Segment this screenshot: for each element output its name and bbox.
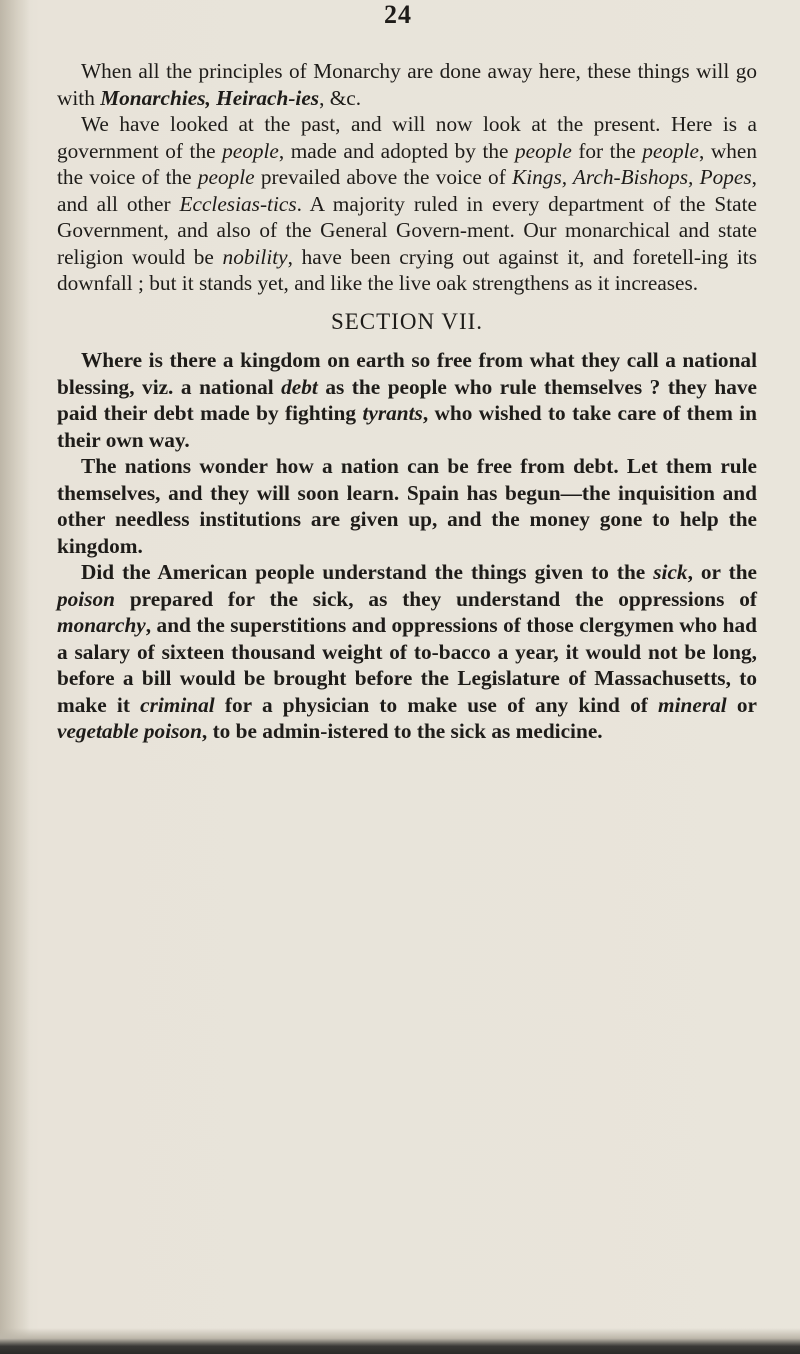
text-run: When all the principles of Monarchy are done away here, these things will go with xyxy=(57,59,757,110)
text-run: for a physician to make use of any kind of xyxy=(214,692,659,717)
text-run: debt xyxy=(281,374,318,399)
paragraph-national-debt xyxy=(57,347,757,453)
text-run: criminal xyxy=(140,692,215,717)
text-run: Where is there a kingdom on earth so free from what they call a national blessing, viz. a national xyxy=(57,348,757,399)
page-bottom-edge xyxy=(0,1328,800,1354)
text-run: monarchy xyxy=(57,613,146,637)
text-run: Did the American people understand the things given to the xyxy=(81,560,654,584)
text-run: for the xyxy=(571,138,643,163)
paragraph-present xyxy=(57,111,757,297)
text-run: or xyxy=(726,692,758,717)
section-heading: SECTION VII. xyxy=(330,308,484,334)
text-run: , made and adopted by the xyxy=(278,138,515,163)
text-run: mineral xyxy=(658,692,727,717)
text-run: vegetable poison xyxy=(57,719,202,743)
text-run: people xyxy=(642,138,700,163)
text-run: Monarchies, Heirach-ies xyxy=(100,85,320,110)
text-run: nobility xyxy=(222,244,288,269)
text-run: The nations wonder how a nation can be free from debt. Let them rule themselves, and they will soon learn. Spain has begun—the inquisition and other needless institutions are given up, and the money gone to help the kingdom. xyxy=(57,454,757,558)
text-run: people xyxy=(222,138,279,163)
text-run: , &c. xyxy=(319,85,362,110)
text-run: prepared for the sick, as they understand the oppressions of xyxy=(115,586,757,611)
text-run: , or the xyxy=(687,560,757,584)
text-run: , have been crying out against it, and foretell-ing its downfall ; but it stands yet, and like the live oak strengthens as it increases. xyxy=(57,244,757,295)
paragraph-monarchy xyxy=(57,58,757,111)
binding-shadow xyxy=(0,0,30,1354)
text-run: We have looked at the past, and will now look at the present. Here is a government of the xyxy=(57,112,757,163)
text-run: , and the superstitions and oppressions of those clergymen who had a salary of sixteen thousand weight of to-bacco a year, it would not be long, before a bill would be brought before the Legislature of Massachusetts, to make it xyxy=(57,613,757,717)
text-run: prevailed above the voice of xyxy=(254,165,513,189)
text-run: people xyxy=(515,138,572,163)
text-run: , who wished to take care of them in their own way. xyxy=(57,401,757,452)
page-number: 24 xyxy=(384,0,412,29)
text-run: , to be admin-istered to the sick as medicine. xyxy=(201,719,603,743)
text-run: as the people who rule themselves ? they have paid their debt made by fighting xyxy=(57,374,757,425)
body-text xyxy=(57,58,757,745)
text-run: people xyxy=(197,165,255,189)
text-run: tyrants xyxy=(362,401,423,425)
text-run: sick xyxy=(653,560,688,584)
text-run: Ecclesias-tics xyxy=(179,191,297,216)
text-run: poison xyxy=(57,586,115,611)
text-run: Kings, Arch-Bishops, Popes xyxy=(512,165,752,189)
text-run: . A majority ruled in every department of the State Government, and also of the General Govern-ment. Our monarchical and state religion would be xyxy=(57,191,757,269)
paragraph-poison xyxy=(57,559,757,745)
text-run: , when the voice of the xyxy=(57,138,758,189)
paragraph-nations-wonder xyxy=(57,453,757,559)
text-run: , and all other xyxy=(57,165,757,216)
